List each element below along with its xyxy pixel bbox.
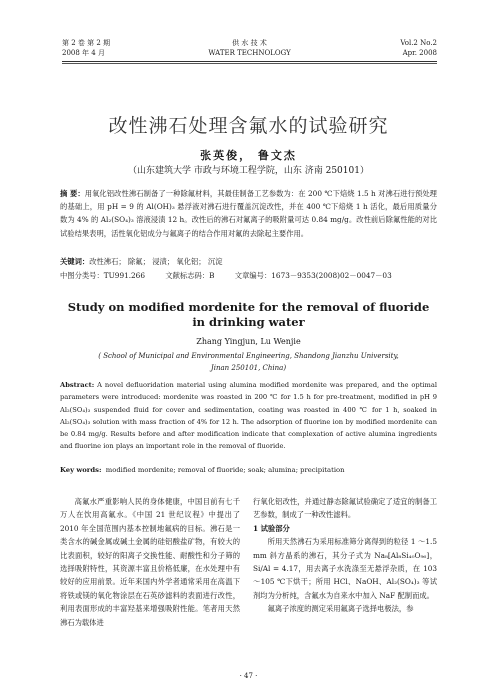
affiliation-en [60, 350, 437, 374]
header-rule [62, 61, 437, 62]
abstract-en [60, 379, 437, 453]
method-paragraph: 氟离子浓度的测定采用氟离子选择电极法，参 [267, 604, 414, 614]
issue-date-en: Apr. 2008 [402, 49, 437, 57]
journal-name-cn: 供 水 技 术 [232, 39, 267, 47]
issue-date-cn: 2008 年 4 月 [62, 49, 105, 57]
keywords-cn [60, 255, 437, 268]
affiliation-en-line1: ( School of Municipal and Environmental Engineering, Shandong Jianzhu University, [98, 352, 399, 360]
volume-issue: 第 2 卷 第 2 期 [62, 39, 111, 47]
abstract-cn-text: 用氧化铝改性沸石制备了一种除氟材料，其最佳制备工艺参数为：在 200 ℃下焙烧 1.5 h 对沸石进行预处理的基础上，用 pH = 9 的 Al(OH)₃ 悬浮液对沸石进行覆盖沉淀改性，并在 400 ℃下焙烧 1 h 活化，最后用质量分数为 4% 的 Al₂(SO₄)₃ 溶液浸渍 12 h。改性后的沸石对氟离子的吸附量可达 0.84 mg/g。改性前后除氟性能的对比试验结果表明，活性氧化铝成分与氟离子的结合作用对氟的去除起主要作用。 [60, 189, 437, 238]
abstract-en-label: Abstract: [60, 381, 95, 389]
paper-title-en-line2: in drinking water [192, 315, 305, 329]
keywords-cn-label: 关键词： [60, 257, 90, 266]
affiliation-en-line2: Jinan 250101, China) [210, 364, 287, 372]
document-code: 文献标志码：B [165, 271, 215, 280]
paper-title-en [60, 300, 437, 330]
clc-number: 中图分类号：TU991.266 [60, 271, 145, 280]
running-header [62, 38, 437, 62]
journal-name-en: WATER TECHNOLOGY [208, 49, 291, 57]
header-center [62, 38, 437, 58]
authors-en: Zhang Yingjun, Lu Wenjie [196, 337, 301, 346]
body-column-left [60, 495, 240, 629]
article-number: 文章编号：1673－9353(2008)02－0047－03 [234, 271, 392, 280]
intro-paragraph: 高氟水严重影响人民的身体健康，中国目前有七千万人在饮用高氟水。《中国 21 世纪议程》中提出了 2010 年全国范围内基本控制地氟病的目标。沸石是一类含水的碱金属或碱土金属的硅铝酸盐矿物，有较大的比表面积，较好的阳离子交换性能、耐酸性和分子筛的选择吸附特性，其资源丰富且价格低廉，在水处理中有较好的应用前景。近年来国内外学者通常采用在高温下将铁或镁的氧化物涂层在石英砂滤料的表面进行改性，利用表面形成的丰富羟基来增强吸附性能。笔者用天然沸石为载体进 [60, 497, 240, 627]
page-number: · 47 · [239, 672, 258, 680]
keywords-en-label: Key words: [60, 466, 102, 474]
keywords-cn-text: 改性沸石； 除氟； 浸渍； 氧化铝； 沉淀 [89, 257, 223, 266]
section-heading: 1 试验部分 [253, 523, 290, 533]
classification-cn [60, 269, 437, 282]
body-column-right [253, 495, 437, 616]
abstract-cn-label: 摘 要： [60, 189, 85, 198]
volume-issue-en: Vol.2 No.2 [400, 39, 437, 47]
affiliation-cn: （山东建筑大学 市政与环境工程学院，山东 济南 250101） [128, 166, 369, 176]
abstract-cn [60, 187, 437, 240]
authors-cn: 张英俊， 鲁文杰 [200, 149, 297, 162]
intro-paragraph-continued: 行氧化铝改性，并通过静态除氟试验确定了适宜的制备工艺参数，制成了一种改性滤料。 [253, 497, 437, 520]
header-rule-thin [62, 63, 437, 64]
materials-paragraph: 所用天然沸石为采用标准筛分离得到的粒径 1 ～1.5 mm 斜方晶系的沸石，其分子式为 Na₈[Al₈Si₄₀O₉₆]，Si/Al = 4.17，用去离子水洗涤至无悬浮杂质，在 103～105 ℃下烘干；所用 HCl、NaOH、Al₂(SO₄)₃ 等试剂均为分析纯，含氟水为自来水中加入 NaF 配制而成。 [253, 537, 437, 600]
paper-title-cn: 改性沸石处理含氟水的试验研究 [108, 115, 389, 137]
keywords-en-text: modified mordenite; removal of fluoride; soak; alumina; precipitation [105, 466, 345, 474]
header-right [400, 38, 437, 58]
abstract-en-text: A novel defluoridation material using alumina modified mordenite was prepared, and the optimal parameters were introduced: mordenite was roasted in 200 ℃ for 1.5 h for pre-treatment, modified in pH 9 Al₂(SO₄)₃ suspended fluid for cover and sedimentation, coating was roasted in 400 ℃ for 1 h, soaked in Al₂(SO₄)₃ solution with mass fraction of 4% for 12 h. The adsorption of fluorine ion by modified mordenite can be 0.84 mg/g. Results before and after modification indicate that complexation of active alumina ingredients and fluorine ion plays an important role in the removal of fluoride. [60, 381, 437, 451]
paper-title-en-line1: Study on modified mordenite for the removal of fluoride [67, 300, 430, 314]
keywords-en [60, 466, 437, 474]
